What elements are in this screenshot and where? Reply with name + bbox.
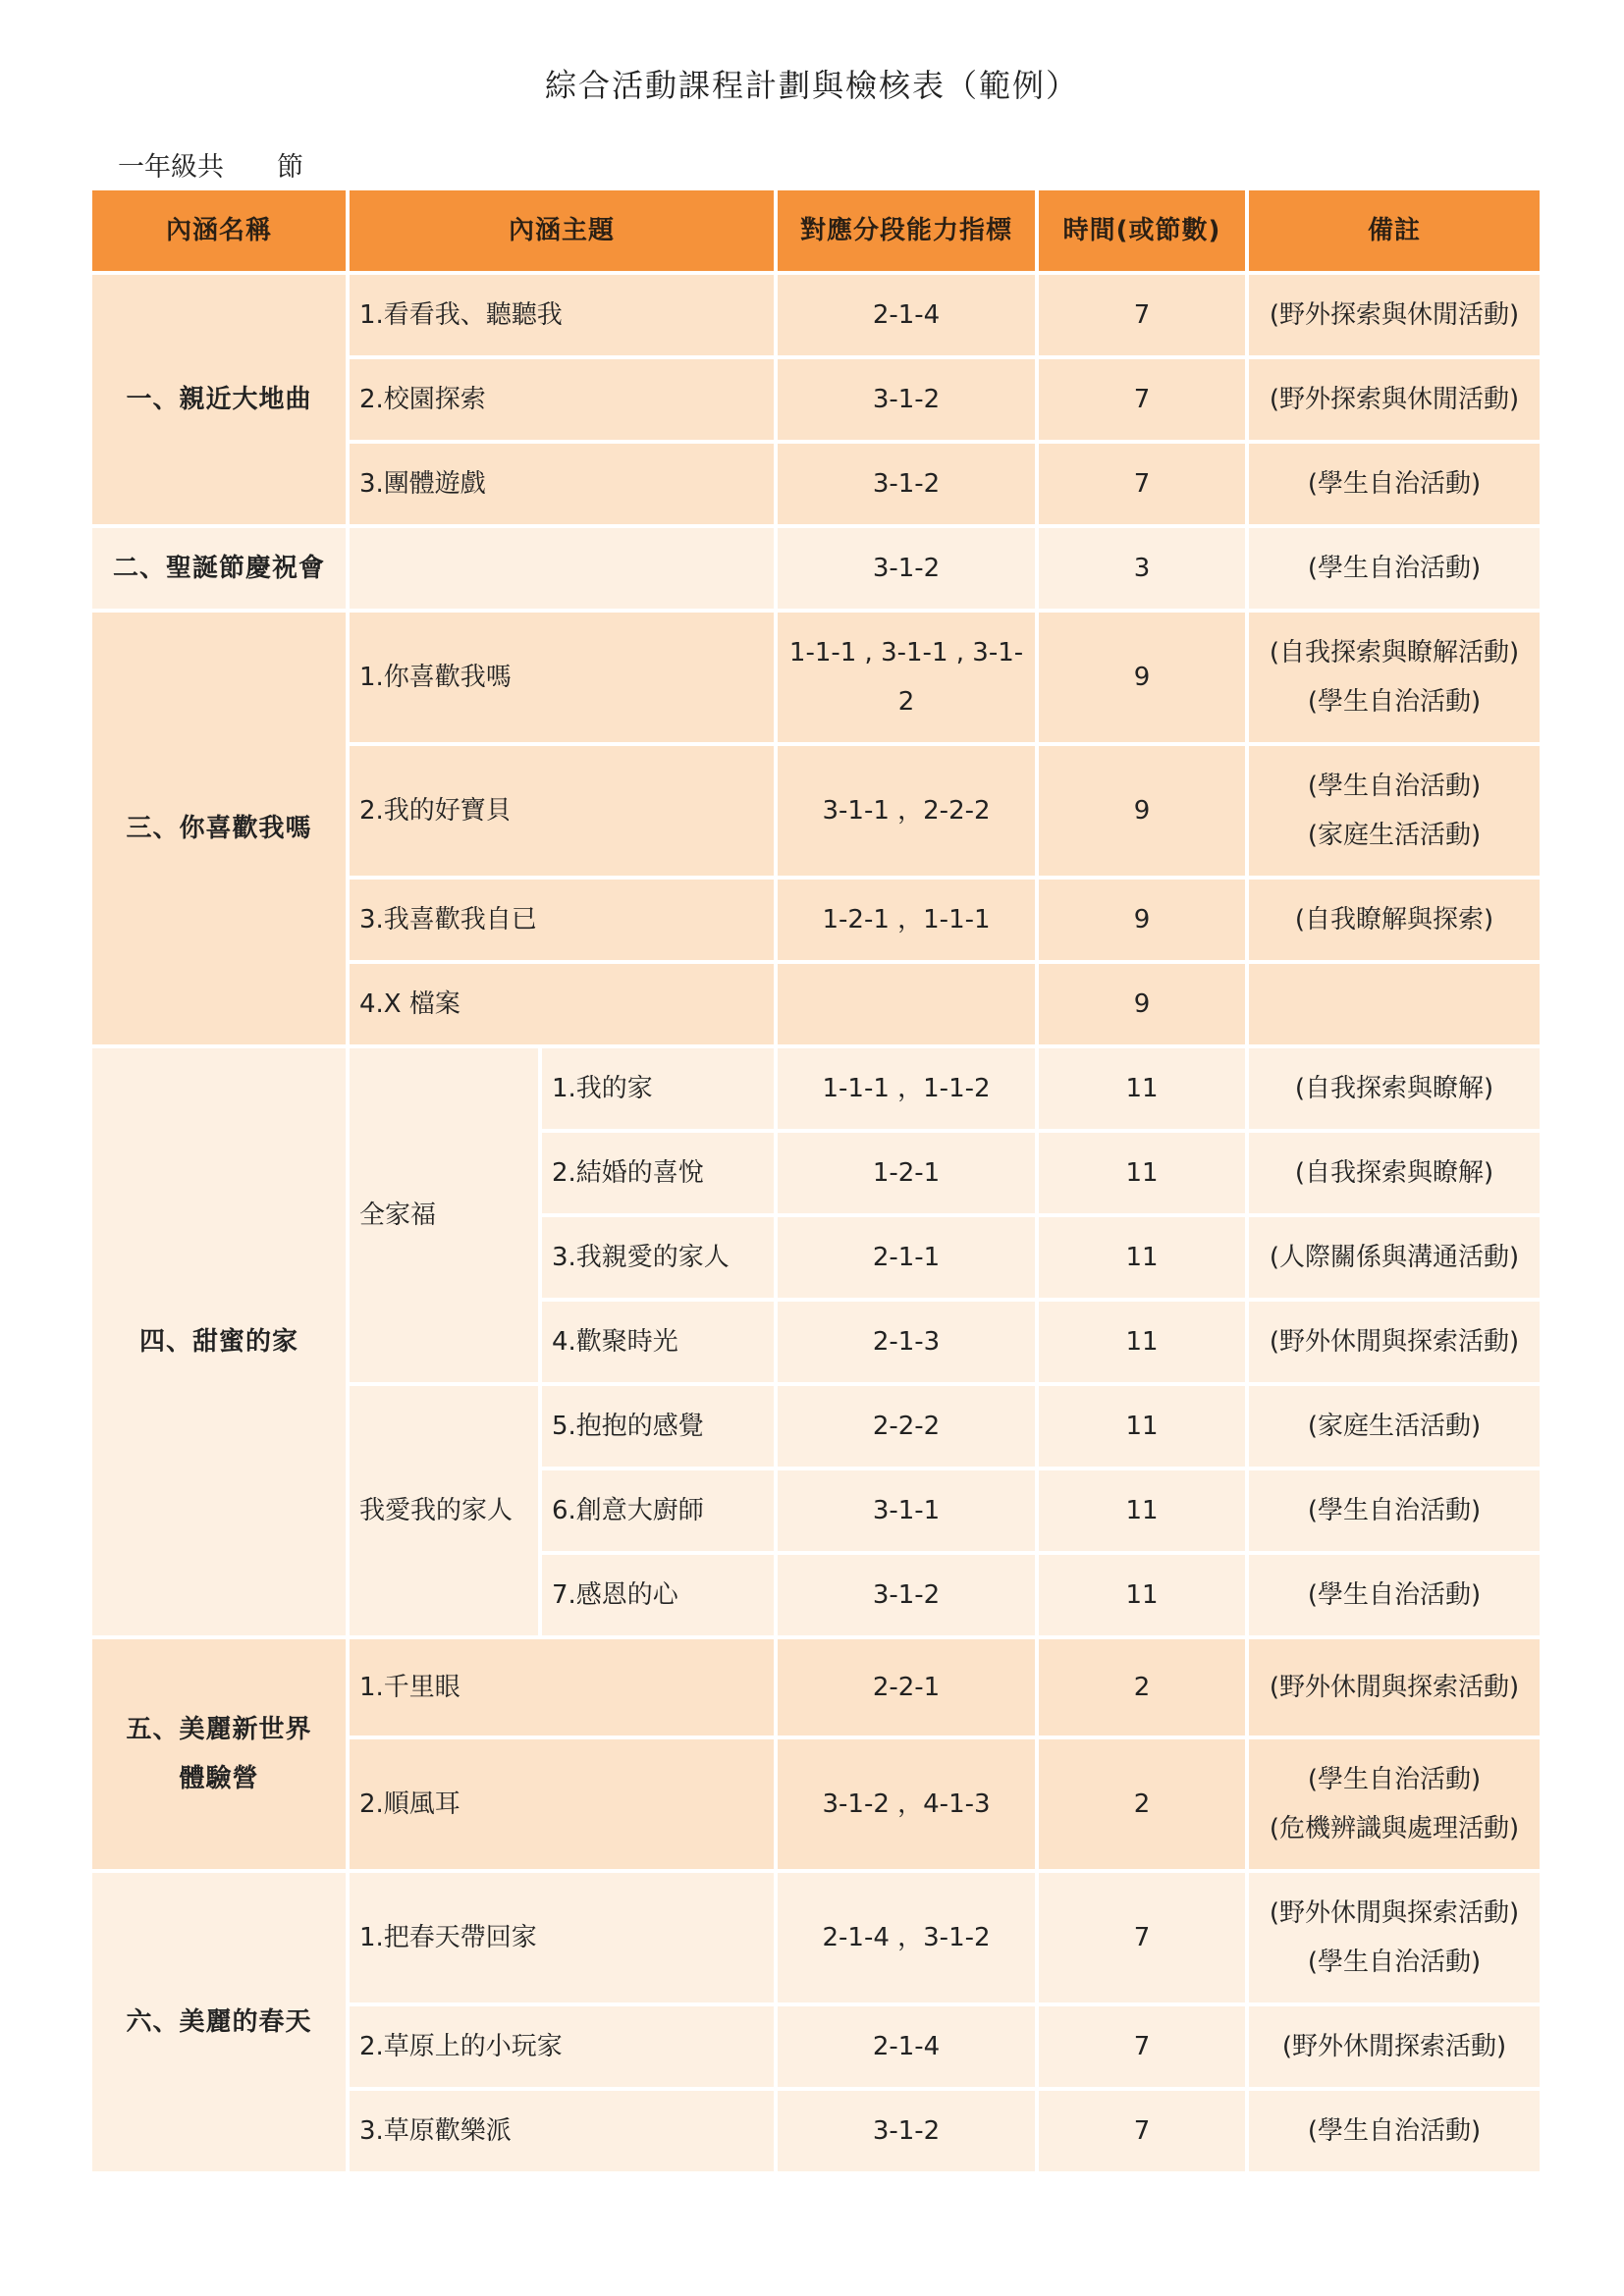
topic-cell: 4.歡聚時光 <box>542 1302 774 1382</box>
note-cell <box>1249 1739 1540 1869</box>
note-cell: (家庭生活活動) <box>1249 1386 1540 1467</box>
time-cell: 7 <box>1039 2091 1245 2171</box>
indicator-cell: 2-1-4 <box>778 2006 1035 2087</box>
note-line: (學生自治活動) <box>1307 1765 1482 1794</box>
topic-cell: 2.結婚的喜悅 <box>542 1133 774 1213</box>
indicator-cell: 1-2-1 ，1-1-1 <box>778 880 1035 960</box>
table-row <box>92 1873 1540 2002</box>
header-indicator: 對應分段能力指標 <box>778 190 1035 271</box>
time-cell: 7 <box>1039 1873 1245 2002</box>
indicator-cell: 3-1-2 <box>778 444 1035 524</box>
time-cell: 7 <box>1039 444 1245 524</box>
indicator-cell: 3-1-1 ，2-2-2 <box>778 746 1035 876</box>
time-cell: 2 <box>1039 1739 1245 1869</box>
topic-cell: 3.我喜歡我自已 <box>350 880 774 960</box>
table-row <box>92 613 1540 742</box>
topic-cell: 7.感恩的心 <box>542 1555 774 1635</box>
group-label: 我愛我的家人 <box>350 1386 538 1635</box>
time-cell: 9 <box>1039 613 1245 742</box>
time-cell: 11 <box>1039 1217 1245 1298</box>
note-cell <box>1249 964 1540 1044</box>
grade-sessions-label: 一年級共 節 <box>118 152 303 183</box>
indicator-cell: 2-2-1 <box>778 1639 1035 1735</box>
topic-cell: 2.草原上的小玩家 <box>350 2006 774 2087</box>
note-cell: (野外休閒與探索活動) <box>1249 1639 1540 1735</box>
topic-cell: 1.把春天帶回家 <box>350 1873 774 2002</box>
section-name-line: 體驗營 <box>179 1764 259 1793</box>
note-cell: (野外探索與休閒活動) <box>1249 359 1540 440</box>
indicator-cell: 2-1-4 ，3-1-2 <box>778 1873 1035 2002</box>
indicator-cell: 2-2-2 <box>778 1386 1035 1467</box>
table-row <box>92 528 1540 609</box>
header-topic: 內涵主題 <box>350 190 774 271</box>
course-plan-table <box>88 187 1543 2175</box>
indicator-cell: 2-1-3 <box>778 1302 1035 1382</box>
topic-cell: 1.看看我、聽聽我 <box>350 275 774 355</box>
time-cell: 7 <box>1039 2006 1245 2087</box>
topic-cell: 1.你喜歡我嗎 <box>350 613 774 742</box>
note-line: (野外休閒與探索活動) <box>1269 1898 1520 1928</box>
topic-cell: 2.順風耳 <box>350 1739 774 1869</box>
header-time: 時間(或節數) <box>1039 190 1245 271</box>
note-cell: (野外探索與休閒活動) <box>1249 275 1540 355</box>
indicator-cell: 2-1-4 <box>778 275 1035 355</box>
indicator-cell: 1-2-1 <box>778 1133 1035 1213</box>
topic-cell: 2.我的好寶貝 <box>350 746 774 876</box>
time-cell: 3 <box>1039 528 1245 609</box>
topic-cell: 6.創意大廚師 <box>542 1470 774 1551</box>
indicator-cell: 1-1-1 ，1-1-2 <box>778 1048 1035 1129</box>
time-cell: 7 <box>1039 275 1245 355</box>
indicator-cell: 3-1-2 <box>778 359 1035 440</box>
section-name: 二、聖誕節慶祝會 <box>92 528 346 609</box>
time-cell: 11 <box>1039 1048 1245 1129</box>
note-cell <box>1249 746 1540 876</box>
time-cell: 11 <box>1039 1555 1245 1635</box>
note-cell: (自我探索與瞭解) <box>1249 1048 1540 1129</box>
indicator-cell: 3-1-2 <box>778 1555 1035 1635</box>
time-cell: 7 <box>1039 359 1245 440</box>
time-cell: 9 <box>1039 880 1245 960</box>
group-label: 全家福 <box>350 1048 538 1382</box>
topic-cell <box>350 528 774 609</box>
indicator-cell <box>778 964 1035 1044</box>
note-cell: (野外休閒探索活動) <box>1249 2006 1540 2087</box>
table-row <box>92 1639 1540 1735</box>
topic-cell: 5.抱抱的感覺 <box>542 1386 774 1467</box>
note-line: (自我探索與瞭解活動) <box>1269 638 1520 667</box>
note-line: (學生自治活動) <box>1307 1948 1482 1977</box>
note-line: (學生自治活動) <box>1307 687 1482 717</box>
time-cell: 2 <box>1039 1639 1245 1735</box>
topic-cell: 4.X 檔案 <box>350 964 774 1044</box>
section-name <box>92 1639 346 1869</box>
time-cell: 9 <box>1039 964 1245 1044</box>
header-row <box>92 190 1540 271</box>
section-name-line: 五、美麗新世界 <box>126 1715 312 1744</box>
topic-cell: 1.我的家 <box>542 1048 774 1129</box>
time-cell: 11 <box>1039 1386 1245 1467</box>
note-cell <box>1249 1873 1540 2002</box>
note-cell: (學生自治活動) <box>1249 1555 1540 1635</box>
time-cell: 11 <box>1039 1133 1245 1213</box>
header-note: 備註 <box>1249 190 1540 271</box>
page-title: 綜合活動課程計劃與檢核表（範例） <box>544 67 1079 104</box>
note-cell: (自我瞭解與探索) <box>1249 880 1540 960</box>
note-cell <box>1249 613 1540 742</box>
note-cell: (人際關係與溝通活動) <box>1249 1217 1540 1298</box>
section-name: 一、親近大地曲 <box>92 275 346 524</box>
topic-cell: 2.校園探索 <box>350 359 774 440</box>
note-cell: (學生自治活動) <box>1249 1470 1540 1551</box>
note-cell: (學生自治活動) <box>1249 444 1540 524</box>
section-name: 四、甜蜜的家 <box>92 1048 346 1635</box>
time-cell: 11 <box>1039 1470 1245 1551</box>
indicator-cell: 2-1-1 <box>778 1217 1035 1298</box>
topic-cell: 3.草原歡樂派 <box>350 2091 774 2171</box>
note-line: (家庭生活活動) <box>1307 821 1482 850</box>
time-cell: 11 <box>1039 1302 1245 1382</box>
note-cell: (野外休閒與探索活動) <box>1249 1302 1540 1382</box>
indicator-cell: 3-1-1 <box>778 1470 1035 1551</box>
topic-cell: 3.我親愛的家人 <box>542 1217 774 1298</box>
indicator-cell: 3-1-2 <box>778 2091 1035 2171</box>
note-cell: (學生自治活動) <box>1249 528 1540 609</box>
section-name: 六、美麗的春天 <box>92 1873 346 2171</box>
table-row <box>92 1048 1540 1129</box>
note-line: (危機辨識與處理活動) <box>1269 1814 1520 1843</box>
topic-cell: 1.千里眼 <box>350 1639 774 1735</box>
note-line: (學生自治活動) <box>1307 772 1482 801</box>
table-row <box>92 275 1540 355</box>
note-cell: (學生自治活動) <box>1249 2091 1540 2171</box>
time-cell: 9 <box>1039 746 1245 876</box>
indicator-cell: 1-1-1 , 3-1-1 , 3-1-2 <box>778 613 1035 742</box>
topic-cell: 3.團體遊戲 <box>350 444 774 524</box>
section-name: 三、你喜歡我嗎 <box>92 613 346 1044</box>
indicator-cell: 3-1-2 <box>778 528 1035 609</box>
indicator-cell: 3-1-2 ，4-1-3 <box>778 1739 1035 1869</box>
note-cell: (自我探索與瞭解) <box>1249 1133 1540 1213</box>
header-name: 內涵名稱 <box>92 190 346 271</box>
